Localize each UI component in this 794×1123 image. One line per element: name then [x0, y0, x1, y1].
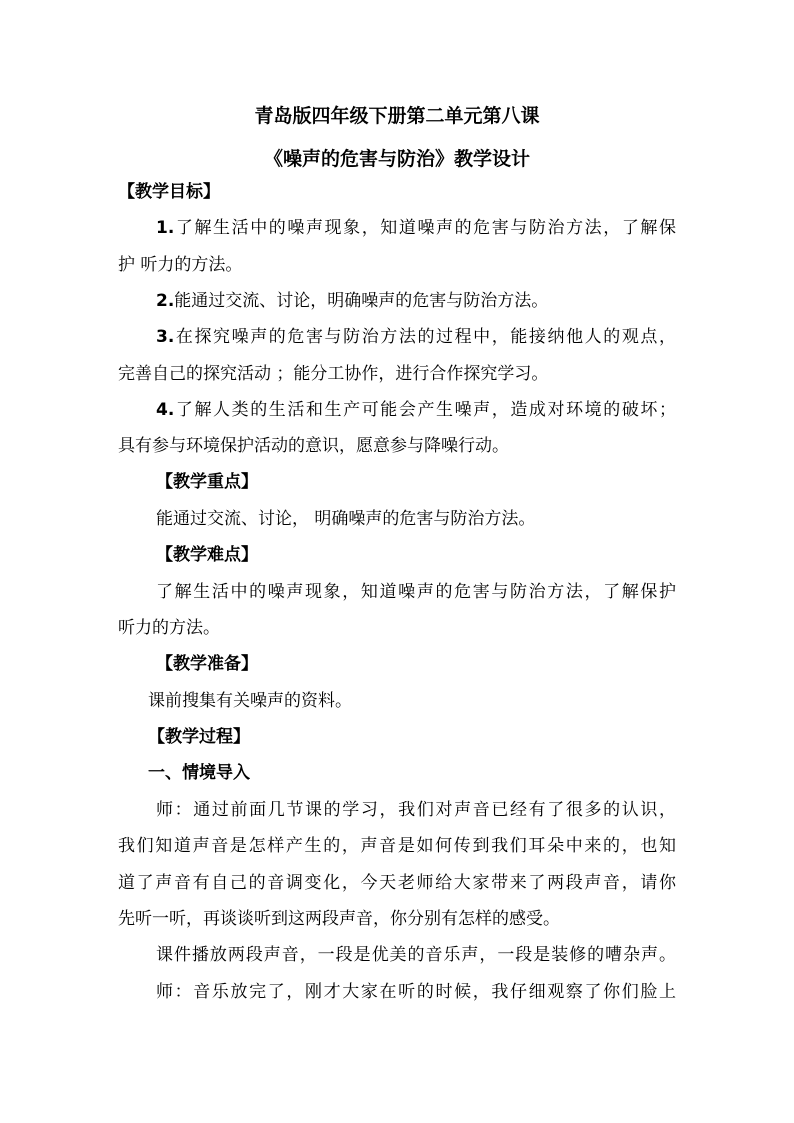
difficulties-line-1: 了解生活中的噪声现象，知道噪声的危害与防治方法，了解保护	[156, 582, 676, 602]
process-paragraph-1-line-2: 我们知道声音是怎样产生的，声音是如何传到我们耳朵中来的，也知	[118, 836, 676, 856]
key-points-heading: 【教学重点】	[156, 472, 258, 492]
objective-3-line-2: 完善自己的探究活动 ；能分工协作，进行合作探究学习。	[118, 364, 549, 384]
objective-4-text: 了解人类的生活和生产可能会产生噪声，造成对环境的破坏；	[174, 400, 676, 420]
difficulties-heading: 【教学难点】	[156, 545, 258, 565]
objective-4-line-1	[156, 398, 676, 422]
process-paragraph-2: 课件播放两段声音，一段是优美的音乐声，一段是装修的嘈杂声。	[156, 945, 676, 965]
process-section-1-heading: 一、情境导入	[148, 763, 250, 783]
objective-3-number: 3.	[156, 327, 175, 347]
process-paragraph-1-line-3: 道了声音有自己的音调变化，今天老师给大家带来了两段声音，请你	[118, 873, 676, 893]
objective-1-line-2: 护 听力的方法。	[118, 255, 243, 275]
objective-3-line-1	[156, 325, 676, 349]
key-points-text: 能通过交流、讨论， 明确噪声的危害与防治方法。	[156, 509, 536, 529]
objective-1-text: 了解生活中的噪声现象，知道噪声的危害与防治方法，了解保	[174, 218, 676, 238]
preparation-text: 课前搜集有关噪声的资料。	[148, 691, 352, 711]
document-title: 青岛版四年级下册第二单元第八课	[254, 105, 540, 127]
difficulties-line-2: 听力的方法。	[118, 618, 220, 638]
objective-1-number: 1.	[156, 218, 175, 238]
objective-2-number: 2.	[156, 291, 175, 311]
objective-4-line-2: 具有参与环境保护活动的意识，愿意参与降噪行动。	[118, 436, 509, 456]
objective-3-text: 在探究噪声的危害与防治方法的过程中，能接纳他人的观点，	[174, 327, 676, 347]
objective-4-number: 4.	[156, 400, 175, 420]
objectives-heading: 【教学目标】	[118, 182, 220, 202]
document-subtitle: 《噪声的危害与防治》教学设计	[263, 148, 530, 170]
process-heading: 【教学过程】	[148, 727, 250, 747]
objective-2	[156, 289, 548, 313]
process-paragraph-3: 师：音乐放完了，刚才大家在听的时候，我仔细观察了你们脸上	[156, 982, 676, 1002]
process-paragraph-1-line-4: 先听一听，再谈谈听到这两段声音，你分别有怎样的感受。	[118, 909, 560, 929]
preparation-heading: 【教学准备】	[156, 654, 258, 674]
objective-1-line-1	[156, 216, 676, 240]
objective-2-text: 能通过交流、讨论，明确噪声的危害与防治方法。	[174, 291, 549, 311]
process-paragraph-1-line-1: 师：通过前面几节课的学习，我们对声音已经有了很多的认识，	[156, 800, 676, 820]
